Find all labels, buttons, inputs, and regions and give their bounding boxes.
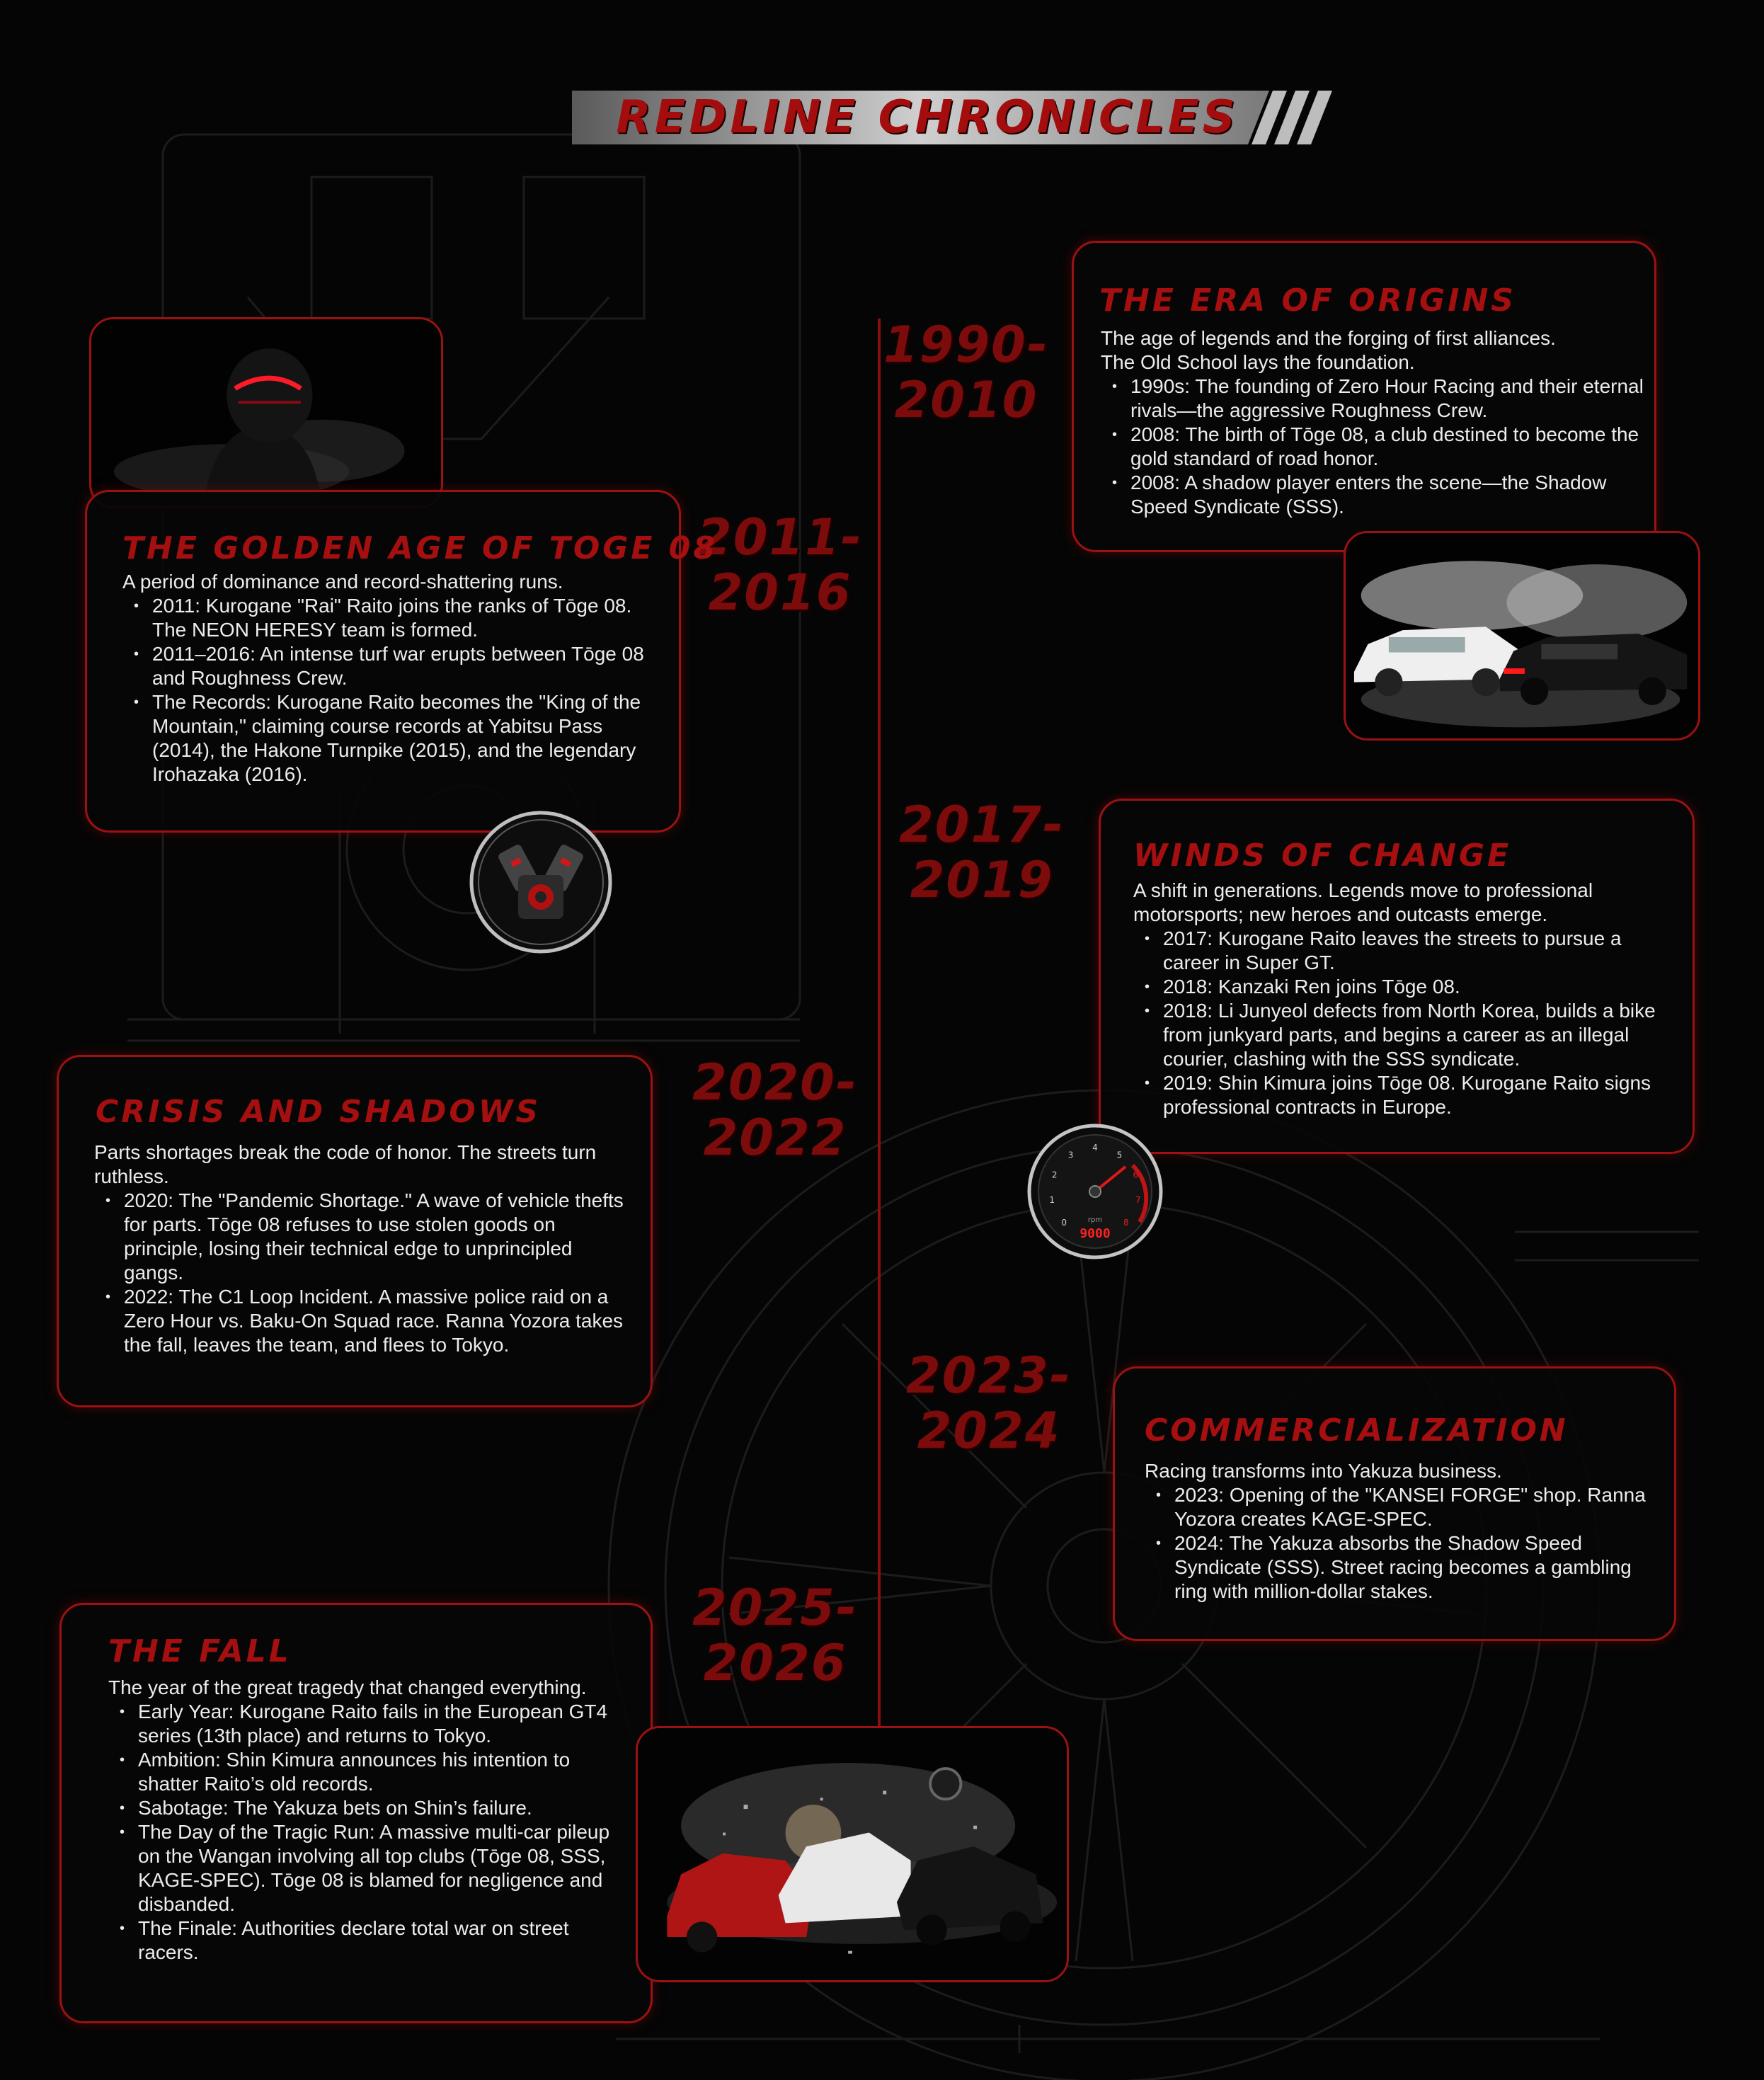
era-item: • 2018: Kanzaki Ren joins Tōge 08. <box>1163 975 1683 999</box>
era-title: WINDS OF CHANGE <box>1133 838 1512 874</box>
era-item: • 2011: Kurogane "Rai" Raito joins the ranks of Tōge 08. The NEON HERESY team is formed. <box>152 594 660 642</box>
era-intro: A shift in generations. Legends move to professional motorsports; new heroes and outcasts emerge. <box>1133 879 1593 925</box>
era-body <box>94 1141 632 1357</box>
tachometer-tick-label: 5 <box>1116 1150 1123 1160</box>
era-body <box>122 570 660 787</box>
era-item: • Sabotage: The Yakuza bets on Shin’s failure. <box>138 1796 632 1820</box>
era-item: • 2020: The "Pandemic Shortage." A wave of vehicle thefts for parts. Tōge 08 refuses to use stolen goods on principle, losing their technical edge to unprincipled gangs. <box>124 1189 632 1285</box>
tachometer-tick-label: 0 <box>1061 1217 1067 1228</box>
era-item: • The Finale: Authorities declare total war on street racers. <box>138 1916 632 1965</box>
era-title: CRISIS AND SHADOWS <box>96 1094 542 1130</box>
era-intro: Parts shortages break the code of honor. The streets turn ruthless. <box>94 1141 597 1187</box>
helmet-image <box>89 317 443 508</box>
era-title: THE FALL <box>108 1633 292 1669</box>
era-card-winds-of-change <box>1099 799 1695 1154</box>
era-intro: A period of dominance and record-shattering runs. <box>122 571 563 593</box>
era-item: • 2011–2016: An intense turf war erupts between Tōge 08 and Roughness Crew. <box>152 642 660 690</box>
era-body <box>1133 879 1683 1119</box>
year-label-1990-2010: 1990- 2010 <box>883 316 1049 429</box>
era-card-commercialization <box>1113 1366 1676 1641</box>
tachometer-tick-label: 6 <box>1133 1170 1139 1180</box>
era-body <box>1101 326 1646 519</box>
engine-icon <box>469 810 613 954</box>
tachometer-tick-label: 1 <box>1049 1195 1055 1206</box>
year-label-2020-2022: 2020- 2022 <box>692 1053 858 1167</box>
era-card-golden-age <box>85 490 718 833</box>
year-label-2025-2026: 2025- 2026 <box>692 1579 858 1692</box>
year-label-2011-2016: 2011- 2016 <box>697 508 863 622</box>
era-item: • The Records: Kurogane Raito becomes the "King of the Mountain," claiming course records at Yabitsu Pass (2014), the Hakone Turnpike (2015), and the legendary Irohazaka (2016). <box>152 690 660 787</box>
tachometer-tick-label: 8 <box>1123 1217 1129 1228</box>
era-item: • Ambition: Shin Kimura announces his intention to shatter Raito’s old records. <box>138 1748 632 1796</box>
era-item: • 2019: Shin Kimura joins Tōge 08. Kurogane Raito signs professional contracts in Europe. <box>1163 1071 1683 1119</box>
era-title: COMMERCIALIZATION <box>1145 1412 1569 1448</box>
page-title: REDLINE CHRONICLES <box>616 91 1239 144</box>
era-item: • 2008: A shadow player enters the scene—the Shadow Speed Syndicate (SSS). <box>1130 471 1646 519</box>
era-item: • 2023: Opening of the "KANSEI FORGE" shop. Ranna Yozora creates KAGE-SPEC. <box>1174 1483 1654 1531</box>
era-intro: The age of legends and the forging of first alliances. <box>1101 327 1556 349</box>
era-card-crisis-and-shadows <box>57 1055 653 1407</box>
era-body <box>108 1676 632 1965</box>
tachometer-tick-label: 7 <box>1135 1195 1141 1206</box>
era-card-the-fall <box>59 1603 653 2023</box>
era-intro: Racing transforms into Yakuza business. <box>1145 1460 1502 1482</box>
year-label-2017-2019: 2017- 2019 <box>899 796 1065 909</box>
tachometer-tick-label: 2 <box>1051 1170 1058 1180</box>
era-item: • 1990s: The founding of Zero Hour Racing and their eternal rivals—the aggressive Roughness Crew. <box>1130 375 1646 423</box>
era-item: • 2017: Kurogane Raito leaves the streets to pursue a career in Super GT. <box>1163 927 1683 975</box>
drift-cars-image <box>1344 531 1700 741</box>
tachometer-tick-label: 3 <box>1067 1150 1074 1160</box>
year-label-2023-2024: 2023- 2024 <box>906 1347 1072 1460</box>
timeline-spine <box>878 319 881 1735</box>
era-title: THE GOLDEN AGE OF TOGE 08 <box>122 530 718 566</box>
crash-image <box>636 1726 1069 1982</box>
era-item: • 2022: The C1 Loop Incident. A massive police raid on a Zero Hour vs. Baku-On Squad race. Ranna Yozora takes the fall, leaves the team, and flees to Tokyo. <box>124 1285 632 1357</box>
era-item: • 2018: Li Junyeol defects from North Korea, builds a bike from junkyard parts, and begins a career as an illegal courier, clashing with the SSS syndicate. <box>1163 999 1683 1071</box>
tachometer-unit: rpm <box>1087 1216 1103 1224</box>
tachometer-tick-label: 4 <box>1092 1143 1098 1153</box>
era-item: • The Day of the Tragic Run: A massive multi-car pileup on the Wangan involving all top clubs (Tōge 08, SSS, KAGE-SPEC). Tōge 08 is blamed for negligence and disbanded. <box>138 1820 632 1916</box>
era-card-origins <box>1072 241 1656 552</box>
era-body <box>1145 1459 1654 1604</box>
era-item: • 2024: The Yakuza absorbs the Shadow Speed Syndicate (SSS). Street racing becomes a gambling ring with million-dollar stakes. <box>1174 1531 1654 1604</box>
tachometer-readout: 9000 <box>1079 1226 1111 1241</box>
era-item: • Early Year: Kurogane Raito fails in the European GT4 series (13th place) and returns to Tokyo. <box>138 1700 632 1748</box>
era-item: • 2008: The birth of Tōge 08, a club destined to become the gold standard of road honor. <box>1130 423 1646 471</box>
tachometer-icon <box>1026 1123 1164 1260</box>
era-title: THE ERA OF ORIGINS <box>1099 282 1516 319</box>
era-intro: The year of the great tragedy that changed everything. <box>108 1676 587 1698</box>
era-intro: The Old School lays the foundation. <box>1101 351 1415 373</box>
